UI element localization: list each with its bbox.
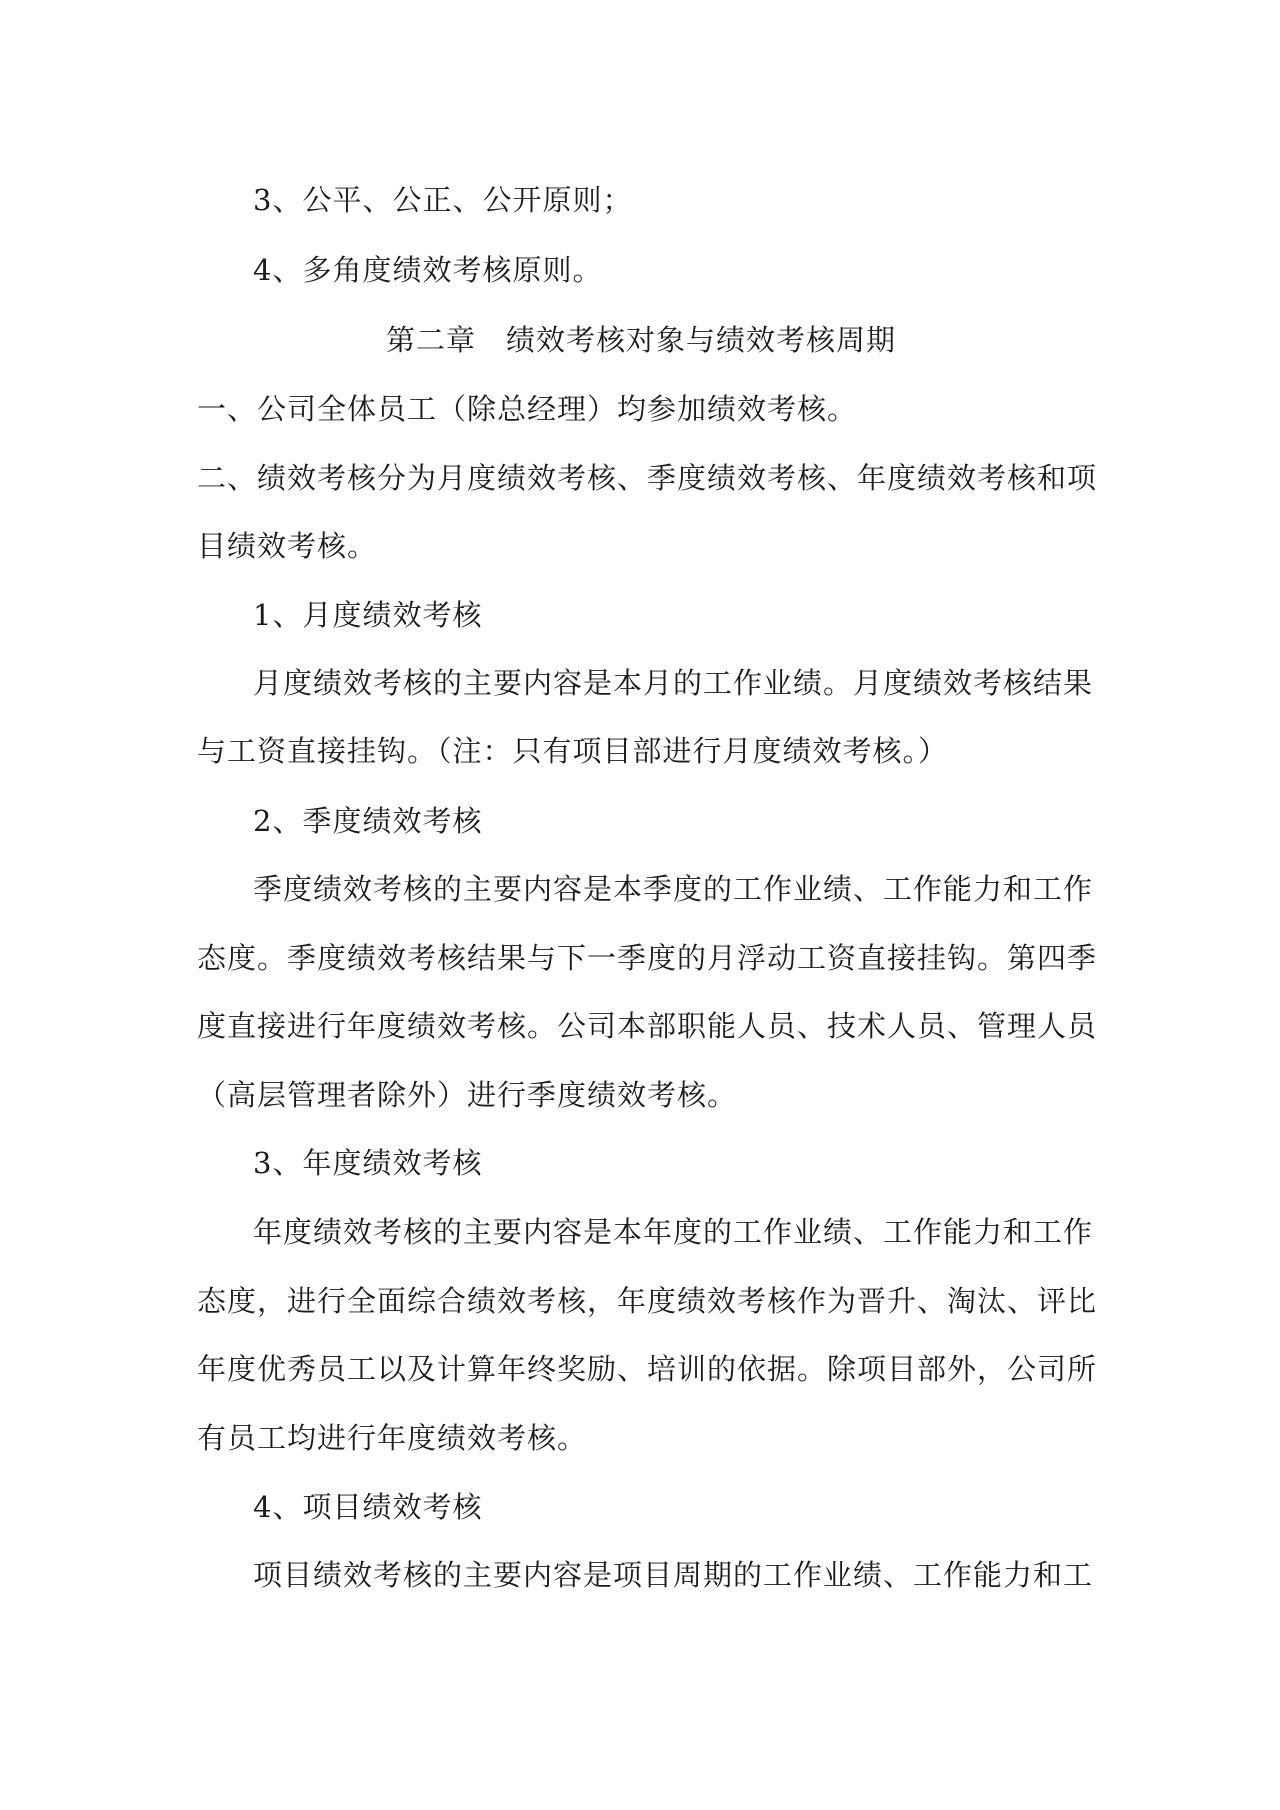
subheading-annual: 3、年度绩效考核 — [253, 1146, 483, 1180]
annual-para-line-4: 有员工均进行年度绩效考核。 — [197, 1421, 588, 1455]
principle-4: 4、多角度绩效考核原则。 — [253, 253, 603, 287]
quarterly-para-line-1: 季度绩效考核的主要内容是本季度的工作业绩、工作能力和工作 — [253, 872, 1094, 906]
annual-para-line-3: 年度优秀员工以及计算年终奖励、培训的依据。除项目部外，公司所 — [197, 1352, 1098, 1386]
project-para-line-1: 项目绩效考核的主要内容是项目周期的工作业绩、工作能力和工 — [253, 1558, 1094, 1592]
section-1: 一、公司全体员工（除总经理）均参加绩效考核。 — [197, 392, 858, 426]
monthly-para-line-2: 与工资直接挂钩。（注：只有项目部进行月度绩效考核。） — [197, 734, 949, 768]
quarterly-para-line-2: 态度。季度绩效考核结果与下一季度的月浮动工资直接挂钩。第四季 — [197, 941, 1098, 975]
annual-para-line-2: 态度，进行全面综合绩效考核，年度绩效考核作为晋升、淘汰、评比 — [197, 1284, 1098, 1318]
annual-para-line-1: 年度绩效考核的主要内容是本年度的工作业绩、工作能力和工作 — [253, 1215, 1094, 1249]
quarterly-para-line-3: 度直接进行年度绩效考核。公司本部职能人员、技术人员、管理人员 — [197, 1009, 1098, 1043]
section-2-line-1: 二、绩效考核分为月度绩效考核、季度绩效考核、年度绩效考核和项 — [197, 461, 1098, 495]
quarterly-para-line-4: （高层管理者除外）进行季度绩效考核。 — [197, 1078, 738, 1112]
monthly-para-line-1: 月度绩效考核的主要内容是本月的工作业绩。月度绩效考核结果 — [253, 666, 1094, 700]
principle-3: 3、公平、公正、公开原则； — [253, 183, 633, 217]
subheading-monthly: 1、月度绩效考核 — [253, 598, 483, 632]
subheading-project: 4、项目绩效考核 — [253, 1490, 483, 1524]
subheading-quarterly: 2、季度绩效考核 — [253, 804, 483, 838]
section-2-line-2: 目绩效考核。 — [197, 529, 378, 563]
chapter-heading: 第二章 绩效考核对象与绩效考核周期 — [386, 323, 897, 357]
